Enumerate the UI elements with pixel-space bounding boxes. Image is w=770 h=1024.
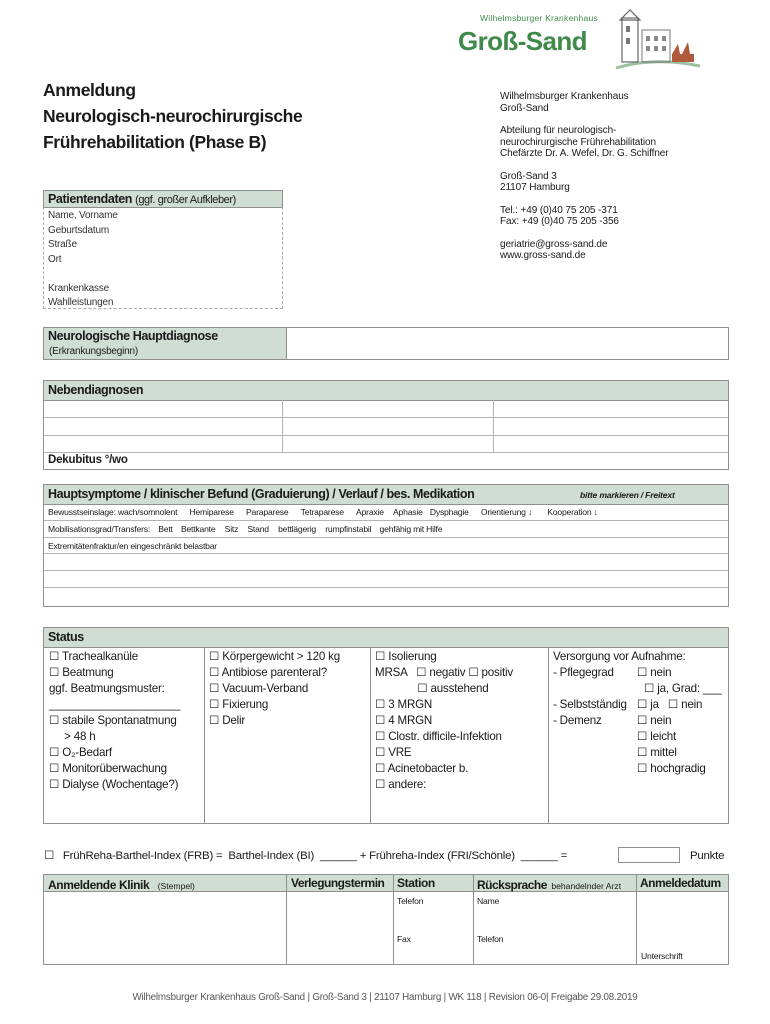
rueck-sub: behandelnder Arzt [551,881,622,891]
status-spontanatmung-48h: > 48 h [49,730,96,743]
mobilisation-label: Mobilisationsgrad/Transfers: [48,524,151,534]
verlegung-title: Verlegungstermin [291,876,385,890]
rueck-title: Rücksprache [477,878,547,892]
footer-text: Wilhelmsburger Krankenhaus Groß-Sand | Groß-Sand 3 | 21107 Hamburg | WK 118 | Revision 06-0| Freigabe 29.08.2019 [132,992,638,1003]
patient-dob-label: Geburtsdatum [48,224,109,236]
status-vacuum-verband[interactable]: ☐ Vacuum-Verband [209,682,309,695]
patient-city-label: Ort [48,253,62,265]
patient-street-label: Straße [48,239,77,250]
status-col-1 [49,649,180,793]
barthel-points-field[interactable] [618,847,680,863]
status-beatmung[interactable]: ☐ Beatmung [49,666,114,679]
hospital-building-icon [612,8,702,70]
symptom-hemiparese[interactable]: Hemiparese [189,507,234,517]
rueck-name-label: Name [477,896,500,906]
verlegung-field[interactable] [287,892,393,964]
status-koerpergewicht[interactable]: ☐ Körpergewicht > 120 kg [209,650,340,663]
address-dept-3: Chefärzte Dr. A. Wefel, Dr. G. Schiffner [500,148,669,159]
haupt-hint: bitte markieren / Freitext [580,490,675,500]
hospital-address [500,91,668,262]
klinik-stempel-field[interactable] [44,892,286,964]
haupt-box [43,484,729,607]
mobilisation-sitz[interactable]: Sitz [224,524,239,534]
diagnosis-title: Neurologische Hauptdiagnose [48,329,218,343]
symptom-bewusstsein[interactable]: Bewusstseinslage: wach/somnolent [48,507,178,517]
haupt-freitext-3[interactable] [44,588,728,606]
symptom-apraxie[interactable]: Apraxie [356,507,384,517]
symptom-paraparese[interactable]: Paraparese [246,507,289,517]
neben-box [43,380,729,470]
address-dept-2: neurochirurgische Frührehabilitation [500,136,656,148]
symptom-tetraparese[interactable]: Tetraparese [300,507,344,517]
address-dept-1: Abteilung für neurologisch- [500,125,617,136]
status-monitoring[interactable]: ☐ Monitorüberwachung [49,762,167,775]
patient-insurance-label: Krankenkasse [48,282,109,294]
neben-field-5[interactable] [283,418,493,435]
address-web: www.gross-sand.de [500,250,586,261]
status-andere[interactable]: ☐ andere: [375,778,427,791]
status-3mrgn[interactable]: ☐ 3 MRGN [375,698,433,711]
neben-field-6[interactable] [494,418,728,435]
neben-field-2[interactable] [283,401,493,417]
patient-box[interactable] [43,207,283,309]
diagnosis-sub: (Erkrankungsbeginn) [49,346,139,357]
neben-field-8[interactable] [283,436,493,452]
haupt-title: Hauptsymptome / klinischer Befund (Graduierung) / Verlauf / bes. Medikation [48,487,475,501]
neben-field-4[interactable] [44,418,282,435]
status-mrsa-ausstehend[interactable]: ☐ ausstehend [375,682,489,695]
demenz-hochgradig[interactable]: ☐ hochgradig [637,762,706,775]
neben-title: Nebendiagnosen [48,383,144,397]
status-vre[interactable]: ☐ VRE [375,746,412,759]
pflegegrad-label: - Pflegegrad [553,666,614,679]
address-hospital-2: Groß-Sand [500,102,549,114]
symptom-orientierung[interactable]: Orientierung ↓ [480,507,533,517]
symptom-kooperation[interactable]: Kooperation ↓ [547,507,598,517]
symptom-aphasie[interactable]: Aphasie [393,507,423,517]
status-clostridium[interactable]: ☐ Clostr. difficile-Infektion [375,730,502,743]
address-city: 21107 Hamburg [500,182,570,193]
demenz-leicht[interactable]: ☐ leicht [637,730,677,743]
neben-field-9[interactable] [494,436,728,452]
barthel-unit: Punkte [690,850,725,862]
station-title: Station [397,876,435,890]
unterschrift-label: Unterschrift [641,951,683,961]
status-beatmungsmuster-field[interactable]: _____________________ [49,698,181,711]
haupt-row-3[interactable]: Extremitätenfraktur/en eingeschränkt belastbar [48,541,217,551]
status-beatmungsmuster-label: ggf. Beatmungsmuster: [49,682,165,695]
rueck-telefon-label: Telefon [477,934,504,944]
mobilisation-bettkante[interactable]: Bettkante [180,524,216,534]
haupt-freitext-2[interactable] [44,571,728,587]
datum-title: Anmeldedatum [640,876,721,890]
pflegegrad-ja[interactable]: ☐ ja, Grad: ___ [644,682,722,695]
klinik-box [43,874,729,965]
logo-name: Groß-Sand [458,26,587,56]
status-antibiose[interactable]: ☐ Antibiose parenteral? [209,666,327,679]
status-title: Status [48,630,84,644]
status-fixierung[interactable]: ☐ Fixierung [209,698,269,711]
status-mrsa[interactable]: MRSA ☐ negativ ☐ positiv [375,666,514,679]
versorgung-title: Versorgung vor Aufnahme: [553,650,686,663]
mobilisation-rumpfinstabil[interactable]: rumpfinstabil [325,524,372,534]
klinik-stempel: (Stempel) [157,881,195,891]
status-spontanatmung[interactable]: ☐ stabile Spontanatmung [49,714,177,727]
status-isolierung[interactable]: ☐ Isolierung [375,650,437,663]
neben-field-1[interactable] [44,401,282,417]
symptom-dysphagie[interactable]: Dysphagie [429,507,469,517]
title-line-2: Neurologisch-neurochirurgische [43,106,303,126]
haupt-freitext-1[interactable] [44,554,728,570]
status-acinetobacter[interactable]: ☐ Acinetobacter b. [375,762,469,775]
neben-field-7[interactable] [44,436,282,452]
status-box [43,627,729,824]
status-col-2 [209,649,340,729]
patient-options-label: Wahlleistungen [48,297,114,308]
mobilisation-bettlaegerig[interactable]: bettlägerig [278,524,316,534]
status-trachealkanuele[interactable]: ☐ Trachealkanüle [49,650,139,663]
address-hospital-1: Wilhelmsburger Krankenhaus [500,91,629,102]
address-email: geriatrie@gross-sand.de [500,238,608,250]
status-col-3 [375,649,513,793]
selbststaendig-label: - Selbstständig [553,698,627,711]
station-telefon-label: Telefon [397,896,424,906]
status-4mrgn[interactable]: ☐ 4 MRGN [375,714,433,727]
status-o2-bedarf[interactable]: ☐ O₂-Bedarf [49,746,112,759]
mobilisation-stand[interactable]: Stand [247,524,269,534]
status-dialyse[interactable]: ☐ Dialyse (Wochentage?) [49,778,179,791]
hospital-logo [452,8,702,70]
address-fax: Fax: +49 (0)40 75 205 -356 [500,216,619,227]
neben-field-3[interactable] [494,401,728,417]
selbststaendig-options[interactable]: ☐ ja ☐ nein [637,698,703,711]
klinik-title: Anmeldende Klinik [48,878,150,892]
patient-title: Patientendaten [48,192,132,206]
diagnosis-input[interactable] [286,328,728,359]
demenz-mittel[interactable]: ☐ mittel [637,746,677,759]
address-street: Groß-Sand 3 [500,170,557,182]
mobilisation-gehfaehig[interactable]: gehfähig mit Hilfe [379,524,443,534]
title-line-1: Anmeldung [43,80,136,100]
haupt-row-2 [48,524,442,534]
station-fax-label: Fax [397,934,411,944]
patient-name-label: Name, Vorname [48,210,118,221]
status-delir[interactable]: ☐ Delir [209,714,246,727]
haupt-row-1 [48,507,598,517]
title-line-3: Frührehabilitation (Phase B) [43,132,267,152]
datum-field[interactable] [637,892,728,948]
barthel-line[interactable]: ☐ FrühReha-Barthel-Index (FRB) = Barthel-Index (BI) ______ + Frühreha-Index (FRI/Schönle) ______ = [44,850,568,862]
mobilisation-bett[interactable]: Bett [158,524,173,534]
patient-subtitle: (ggf. großer Aufkleber) [135,194,236,206]
form-title [43,77,463,155]
demenz-label: - Demenz [553,714,602,727]
diagnosis-box [43,327,729,360]
dekubitus-label: Dekubitus °/wo [48,454,128,466]
logo-top-text: Wilhelmsburger Krankenhaus [480,13,598,23]
demenz-nein[interactable]: ☐ nein [637,714,672,727]
pflegegrad-nein[interactable]: ☐ nein [637,666,672,679]
patient-header [43,190,283,208]
address-tel: Tel.: +49 (0)40 75 205 -371 [500,204,618,216]
status-col-4-values [637,649,722,777]
